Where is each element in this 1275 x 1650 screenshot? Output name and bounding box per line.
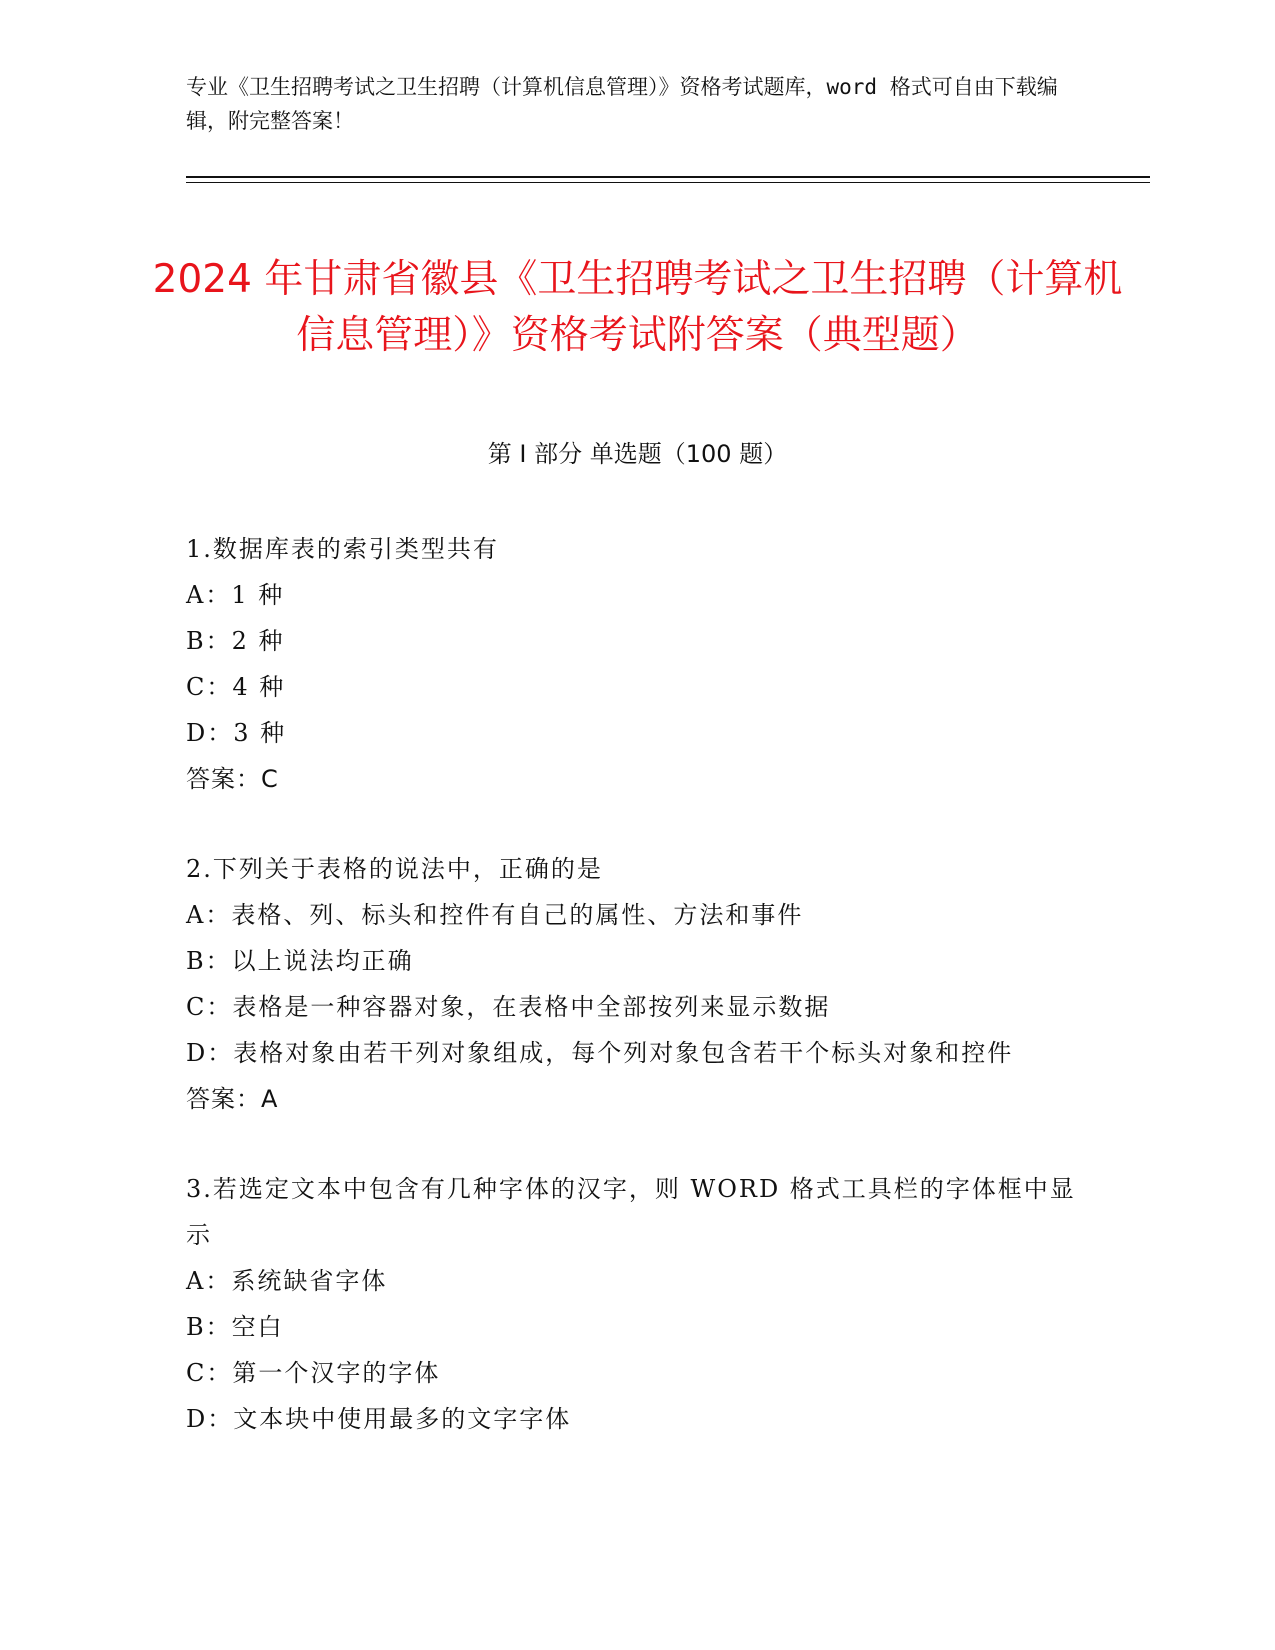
option-key: A： xyxy=(186,901,232,929)
option-a xyxy=(186,892,1076,938)
document-title: 2024 年甘肃省徽县《卫生招聘考试之卫生招聘（计算机信息管理）》资格考试附答案（典型题） xyxy=(152,257,1123,359)
question-item xyxy=(186,1166,1076,1442)
option-text: 2 种 xyxy=(231,627,285,655)
option-text: 以上说法均正确 xyxy=(231,947,414,975)
option-key: B： xyxy=(186,947,232,975)
header-divider-thin xyxy=(186,182,1150,183)
option-a xyxy=(186,572,1076,618)
option-key: B： xyxy=(186,627,232,655)
option-key: A： xyxy=(186,581,232,609)
option-text: 1 种 xyxy=(231,581,285,609)
option-key: C： xyxy=(186,993,233,1021)
option-text: 4 种 xyxy=(232,673,286,701)
question-stem: 2.下列关于表格的说法中，正确的是 xyxy=(186,855,603,883)
option-key: B： xyxy=(186,1313,232,1341)
answer-line xyxy=(186,1076,1076,1122)
option-c xyxy=(186,984,1076,1030)
question-list xyxy=(186,526,1076,1486)
option-d xyxy=(186,1396,1076,1442)
question-item xyxy=(186,526,1076,802)
option-d xyxy=(186,1030,1076,1076)
option-text: 系统缺省字体 xyxy=(231,1267,388,1295)
option-c xyxy=(186,664,1076,710)
option-c xyxy=(186,1350,1076,1396)
question-stem: 3.若选定文本中包含有几种字体的汉字，则 WORD 格式工具栏的字体框中显示 xyxy=(186,1175,1076,1249)
option-b xyxy=(186,1304,1076,1350)
option-key: C： xyxy=(186,673,233,701)
option-key: A： xyxy=(186,1267,232,1295)
option-key: D： xyxy=(186,1039,234,1067)
option-key: D： xyxy=(186,719,234,747)
question-stem: 1.数据库表的索引类型共有 xyxy=(186,535,499,563)
answer-label: 答案： xyxy=(186,1085,261,1113)
option-key: D： xyxy=(186,1405,234,1433)
option-d xyxy=(186,710,1076,756)
section-title: 第 I 部分 单选题（100 题） xyxy=(487,440,788,468)
answer-label: 答案： xyxy=(186,765,261,793)
option-a xyxy=(186,1258,1076,1304)
option-text: 表格对象由若干列对象组成，每个列对象包含若干个标头对象和控件 xyxy=(233,1039,1014,1067)
answer-value: C xyxy=(261,765,279,793)
option-text: 文本块中使用最多的文字字体 xyxy=(233,1405,572,1433)
option-key: C： xyxy=(186,1359,233,1387)
option-text: 空白 xyxy=(231,1313,284,1341)
question-item xyxy=(186,846,1076,1122)
answer-value: A xyxy=(261,1085,279,1113)
header-note: 专业《卫生招聘考试之卫生招聘（计算机信息管理）》资格考试题库，word 格式可自由下载编辑，附完整答案！ xyxy=(186,75,1058,133)
option-b xyxy=(186,618,1076,664)
option-text: 表格是一种容器对象，在表格中全部按列来显示数据 xyxy=(232,993,831,1021)
answer-line xyxy=(186,756,1076,802)
header-divider-thick xyxy=(186,176,1150,178)
option-text: 第一个汉字的字体 xyxy=(232,1359,441,1387)
option-text: 3 种 xyxy=(233,719,287,747)
option-b xyxy=(186,938,1076,984)
option-text: 表格、列、标头和控件有自己的属性、方法和事件 xyxy=(231,901,804,929)
